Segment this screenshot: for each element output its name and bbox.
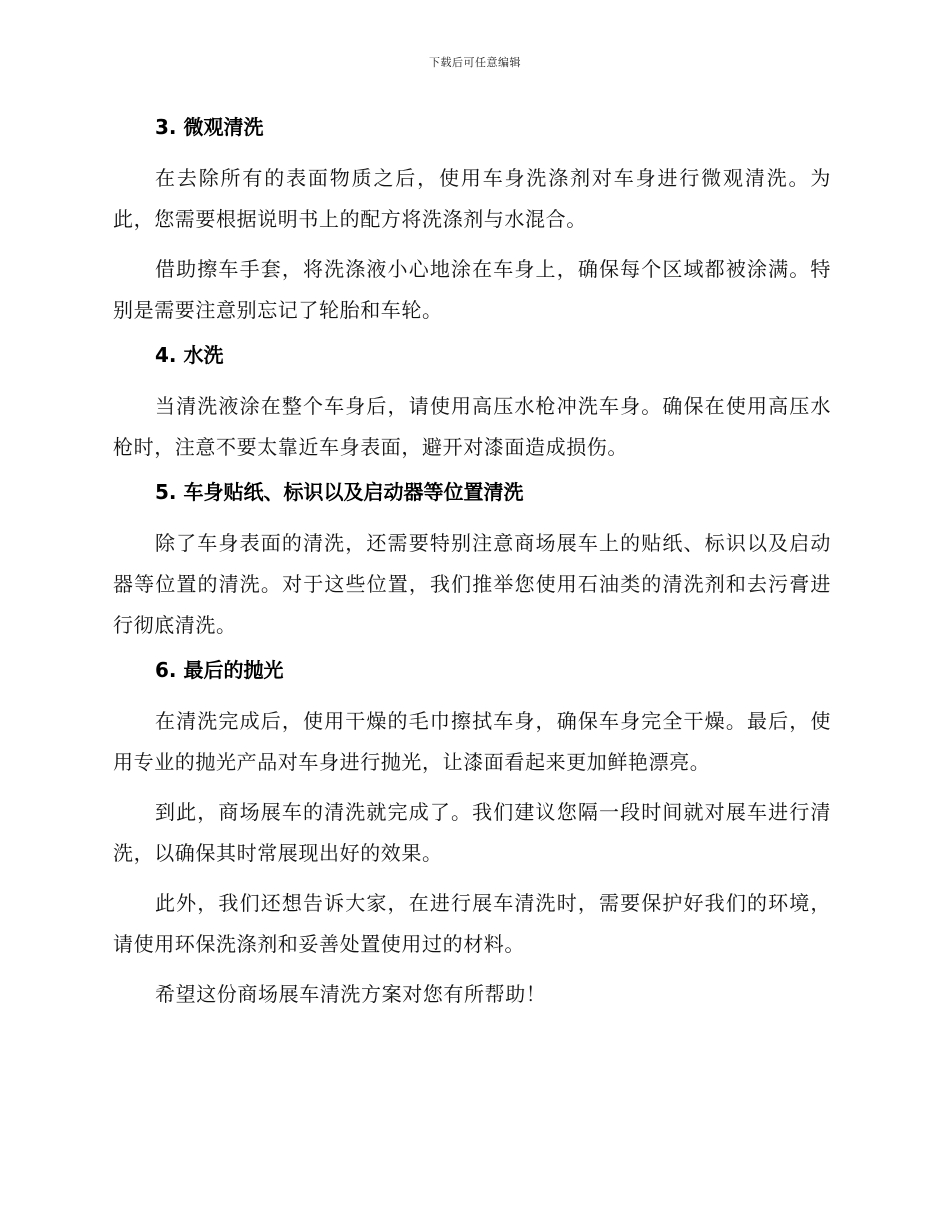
section-heading: 4. 水洗 — [155, 343, 224, 367]
section-heading: 6. 最后的抛光 — [155, 658, 284, 682]
section-stickers-cleaning — [113, 477, 831, 646]
paragraph: 此外，我们还想告诉大家，在进行展车清洗时，需要保护好我们的环境，请使用环保洗涤剂和妥善处置使用过的材料。 — [113, 891, 831, 956]
paragraph: 除了车身表面的清洗，还需要特别注意商场展车上的贴纸、标识以及启动器等位置的清洗。对于这些位置，我们推举您使用石油类的清洗剂和去污膏进行彻底清洗。 — [113, 531, 831, 637]
paragraph: 在去除所有的表面物质之后，使用车身洗涤剂对车身进行微观清洗。为此，您需要根据说明书上的配方将洗涤剂与水混合。 — [113, 166, 831, 231]
page-header: 下载后可任意编辑 — [429, 56, 521, 69]
paragraph: 当清洗液涂在整个车身后，请使用高压水枪冲洗车身。确保在使用高压水枪时，注意不要太靠近车身表面，避开对漆面造成损伤。 — [113, 394, 831, 459]
section-heading: 5. 车身贴纸、标识以及启动器等位置清洗 — [155, 480, 524, 504]
paragraph: 在清洗完成后，使用干燥的毛巾擦拭车身，确保车身完全干燥。最后，使用专业的抛光产品对车身进行抛光，让漆面看起来更加鲜艳漂亮。 — [113, 709, 831, 774]
section-final-polish — [113, 655, 831, 1015]
section-heading: 3. 微观清洗 — [155, 115, 264, 139]
paragraph: 借助擦车手套，将洗涤液小心地涂在车身上，确保每个区域都被涂满。特别是需要注意别忘记了轮胎和车轮。 — [113, 257, 831, 322]
paragraph: 希望这份商场展车清洗方案对您有所帮助！ — [155, 982, 547, 1006]
section-micro-cleaning — [113, 112, 831, 331]
section-water-wash — [113, 340, 831, 468]
document-body — [113, 112, 831, 1024]
paragraph: 到此，商场展车的清洗就完成了。我们建议您隔一段时间就对展车进行清洗，以确保其时常展现出好的效果。 — [113, 800, 831, 865]
